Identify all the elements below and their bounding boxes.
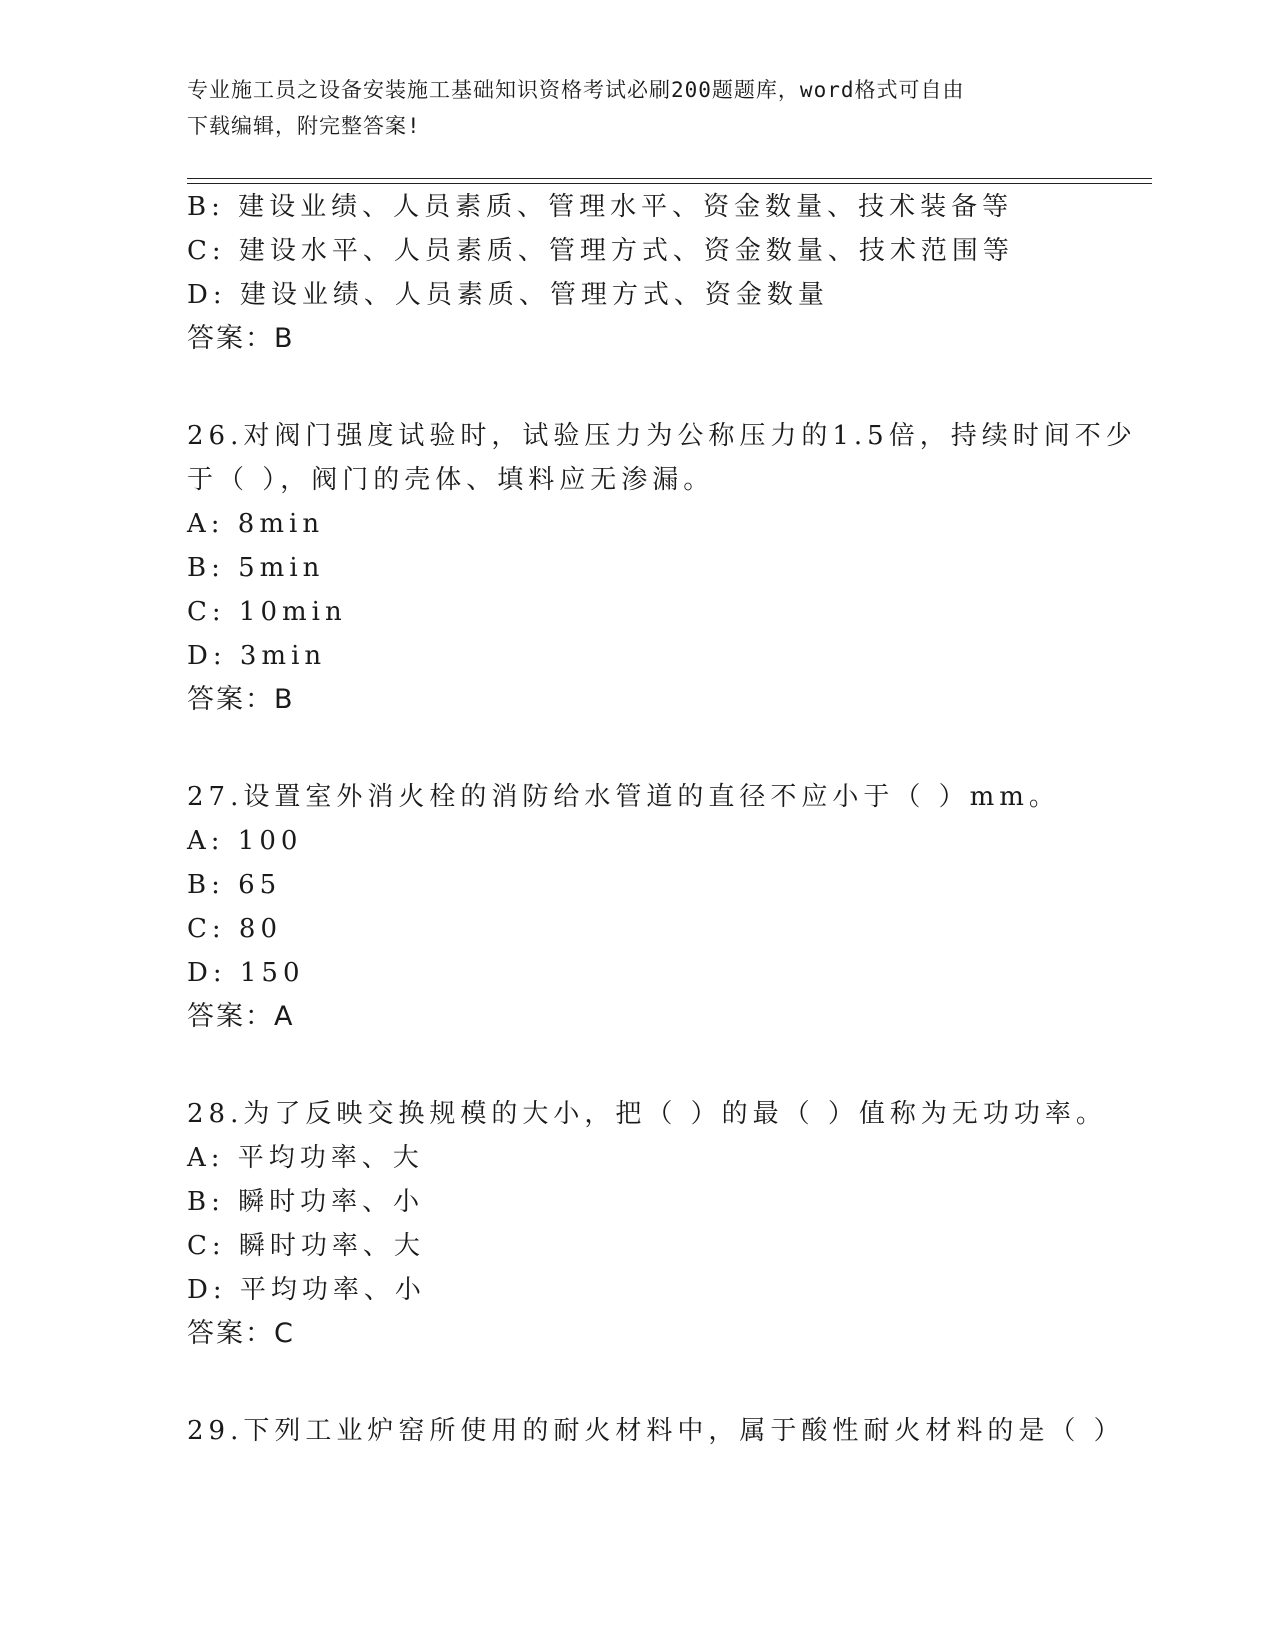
q26-option-d: D: 3min xyxy=(187,641,327,671)
q26-option-a: A: 8min xyxy=(187,509,325,539)
q27-answer: 答案：A xyxy=(187,1001,295,1032)
q28-option-b: B: 瞬时功率、小 xyxy=(187,1187,425,1217)
q28-question-line-1: 28.为了反映交换规模的大小，把（ ）的最（ ）值称为无功功率。 xyxy=(187,1099,1107,1129)
q27-option-a: A: 100 xyxy=(187,826,303,856)
q25-answer: 答案：B xyxy=(187,323,295,354)
q27-question-line-1: 27.设置室外消火栓的消防给水管道的直径不应小于（ ）mm。 xyxy=(187,782,1060,812)
header-line-1: 专业施工员之设备安装施工基础知识资格考试必刷200题题库，word格式可自由 xyxy=(187,78,965,102)
q25-option-b: B: 建设业绩、人员素质、管理水平、资金数量、技术装备等 xyxy=(187,192,1014,222)
document-header xyxy=(187,72,1087,144)
q26-option-c: C: 10min xyxy=(187,597,347,627)
q29-question-line-1: 29.下列工业炉窑所使用的耐火材料中，属于酸性耐火材料的是（ ） xyxy=(187,1416,1125,1446)
q26-question-line-2: 于（ ），阀门的壳体、填料应无渗漏。 xyxy=(187,465,715,495)
q25-option-d: D: 建设业绩、人员素质、管理方式、资金数量 xyxy=(187,280,829,310)
q27-option-d: D: 150 xyxy=(187,958,305,988)
q28-option-d: D: 平均功率、小 xyxy=(187,1275,426,1305)
q27-option-b: B: 65 xyxy=(187,870,282,900)
header-divider-top xyxy=(187,178,1152,179)
q26-question-line-1: 26.对阀门强度试验时，试验压力为公称压力的1.5倍，持续时间不少 xyxy=(187,421,1137,451)
q28-option-c: C: 瞬时功率、大 xyxy=(187,1231,425,1261)
q26-answer: 答案：B xyxy=(187,684,295,715)
header-line-2: 下载编辑，附完整答案! xyxy=(187,114,421,138)
header-divider-bottom xyxy=(187,183,1152,184)
q25-option-c: C: 建设水平、人员素质、管理方式、资金数量、技术范围等 xyxy=(187,236,1014,266)
q27-option-c: C: 80 xyxy=(187,914,283,944)
q28-option-a: A: 平均功率、大 xyxy=(187,1143,424,1173)
q26-option-b: B: 5min xyxy=(187,553,325,583)
q28-answer: 答案：C xyxy=(187,1318,295,1349)
